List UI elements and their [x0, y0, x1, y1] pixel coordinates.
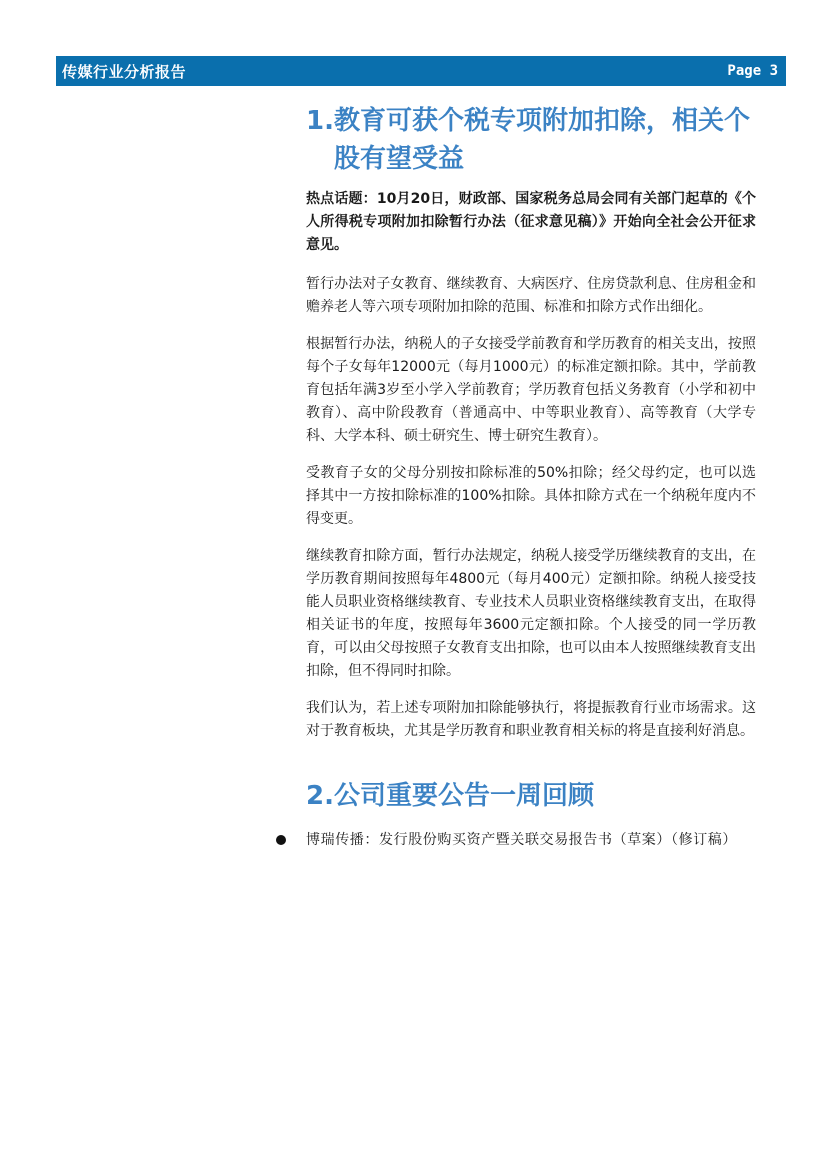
section-heading — [306, 102, 756, 178]
section-title-text: 公司重要公告一周回顾 — [334, 781, 595, 811]
body-paragraph: 暂行办法对子女教育、继续教育、大病医疗、住房贷款利息、住房租金和赡养老人等六项专项附加扣除的范围、标准和扣除方式作出细化。 — [306, 276, 756, 315]
body-paragraph: 受教育子女的父母分别按扣除标准的50%扣除；经父母约定，也可以选择其中一方按扣除标准的100%扣除。具体扣除方式在一个纳税年度内不得变更。 — [306, 465, 756, 527]
section-number: 2. — [306, 781, 334, 811]
bullet-icon — [276, 829, 306, 852]
section-number: 1. — [306, 106, 334, 136]
main-content — [306, 102, 756, 852]
hot-topic-paragraph: 热点话题：10月20日，财政部、国家税务总局会同有关部门起草的《个人所得税专项附加扣除暂行办法（征求意见稿）》开始向全社会公开征求意见。 — [306, 191, 756, 253]
page-number: Page 3 — [727, 63, 778, 79]
list-item — [276, 829, 756, 852]
report-title: 传媒行业分析报告 — [62, 62, 187, 81]
announcement-text: 博瑞传播：发行股份购买资产暨关联交易报告书（草案）（修订稿） — [306, 832, 737, 848]
section-title-text: 教育可获个税专项附加扣除，相关个股有望受益 — [334, 106, 751, 174]
section-heading — [306, 777, 756, 815]
body-paragraph: 继续教育扣除方面，暂行办法规定，纳税人接受学历继续教育的支出，在学历教育期间按照每年4800元（每月400元）定额扣除。纳税人接受技能人员职业资格继续教育、专业技术人员职业资格继续教育支出，在取得相关证书的年度，按照每年3600元定额扣除。个人接受的同一学历教育，可以由父母按照子女教育支出扣除，也可以由本人按照继续教育支出扣除，但不得同时扣除。 — [306, 548, 756, 679]
body-paragraph: 我们认为，若上述专项附加扣除能够执行，将提振教育行业市场需求。这对于教育板块，尤其是学历教育和职业教育相关标的将是直接利好消息。 — [306, 700, 756, 739]
page-header — [56, 56, 786, 86]
body-paragraph: 根据暂行办法，纳税人的子女接受学前教育和学历教育的相关支出，按照每个子女每年12000元（每月1000元）的标准定额扣除。其中，学前教育包括年满3岁至小学入学前教育；学历教育包括义务教育（小学和初中教育）、高中阶段教育（普通高中、中等职业教育）、高等教育（大学专科、大学本科、硕士研究生、博士研究生教育）。 — [306, 336, 756, 444]
